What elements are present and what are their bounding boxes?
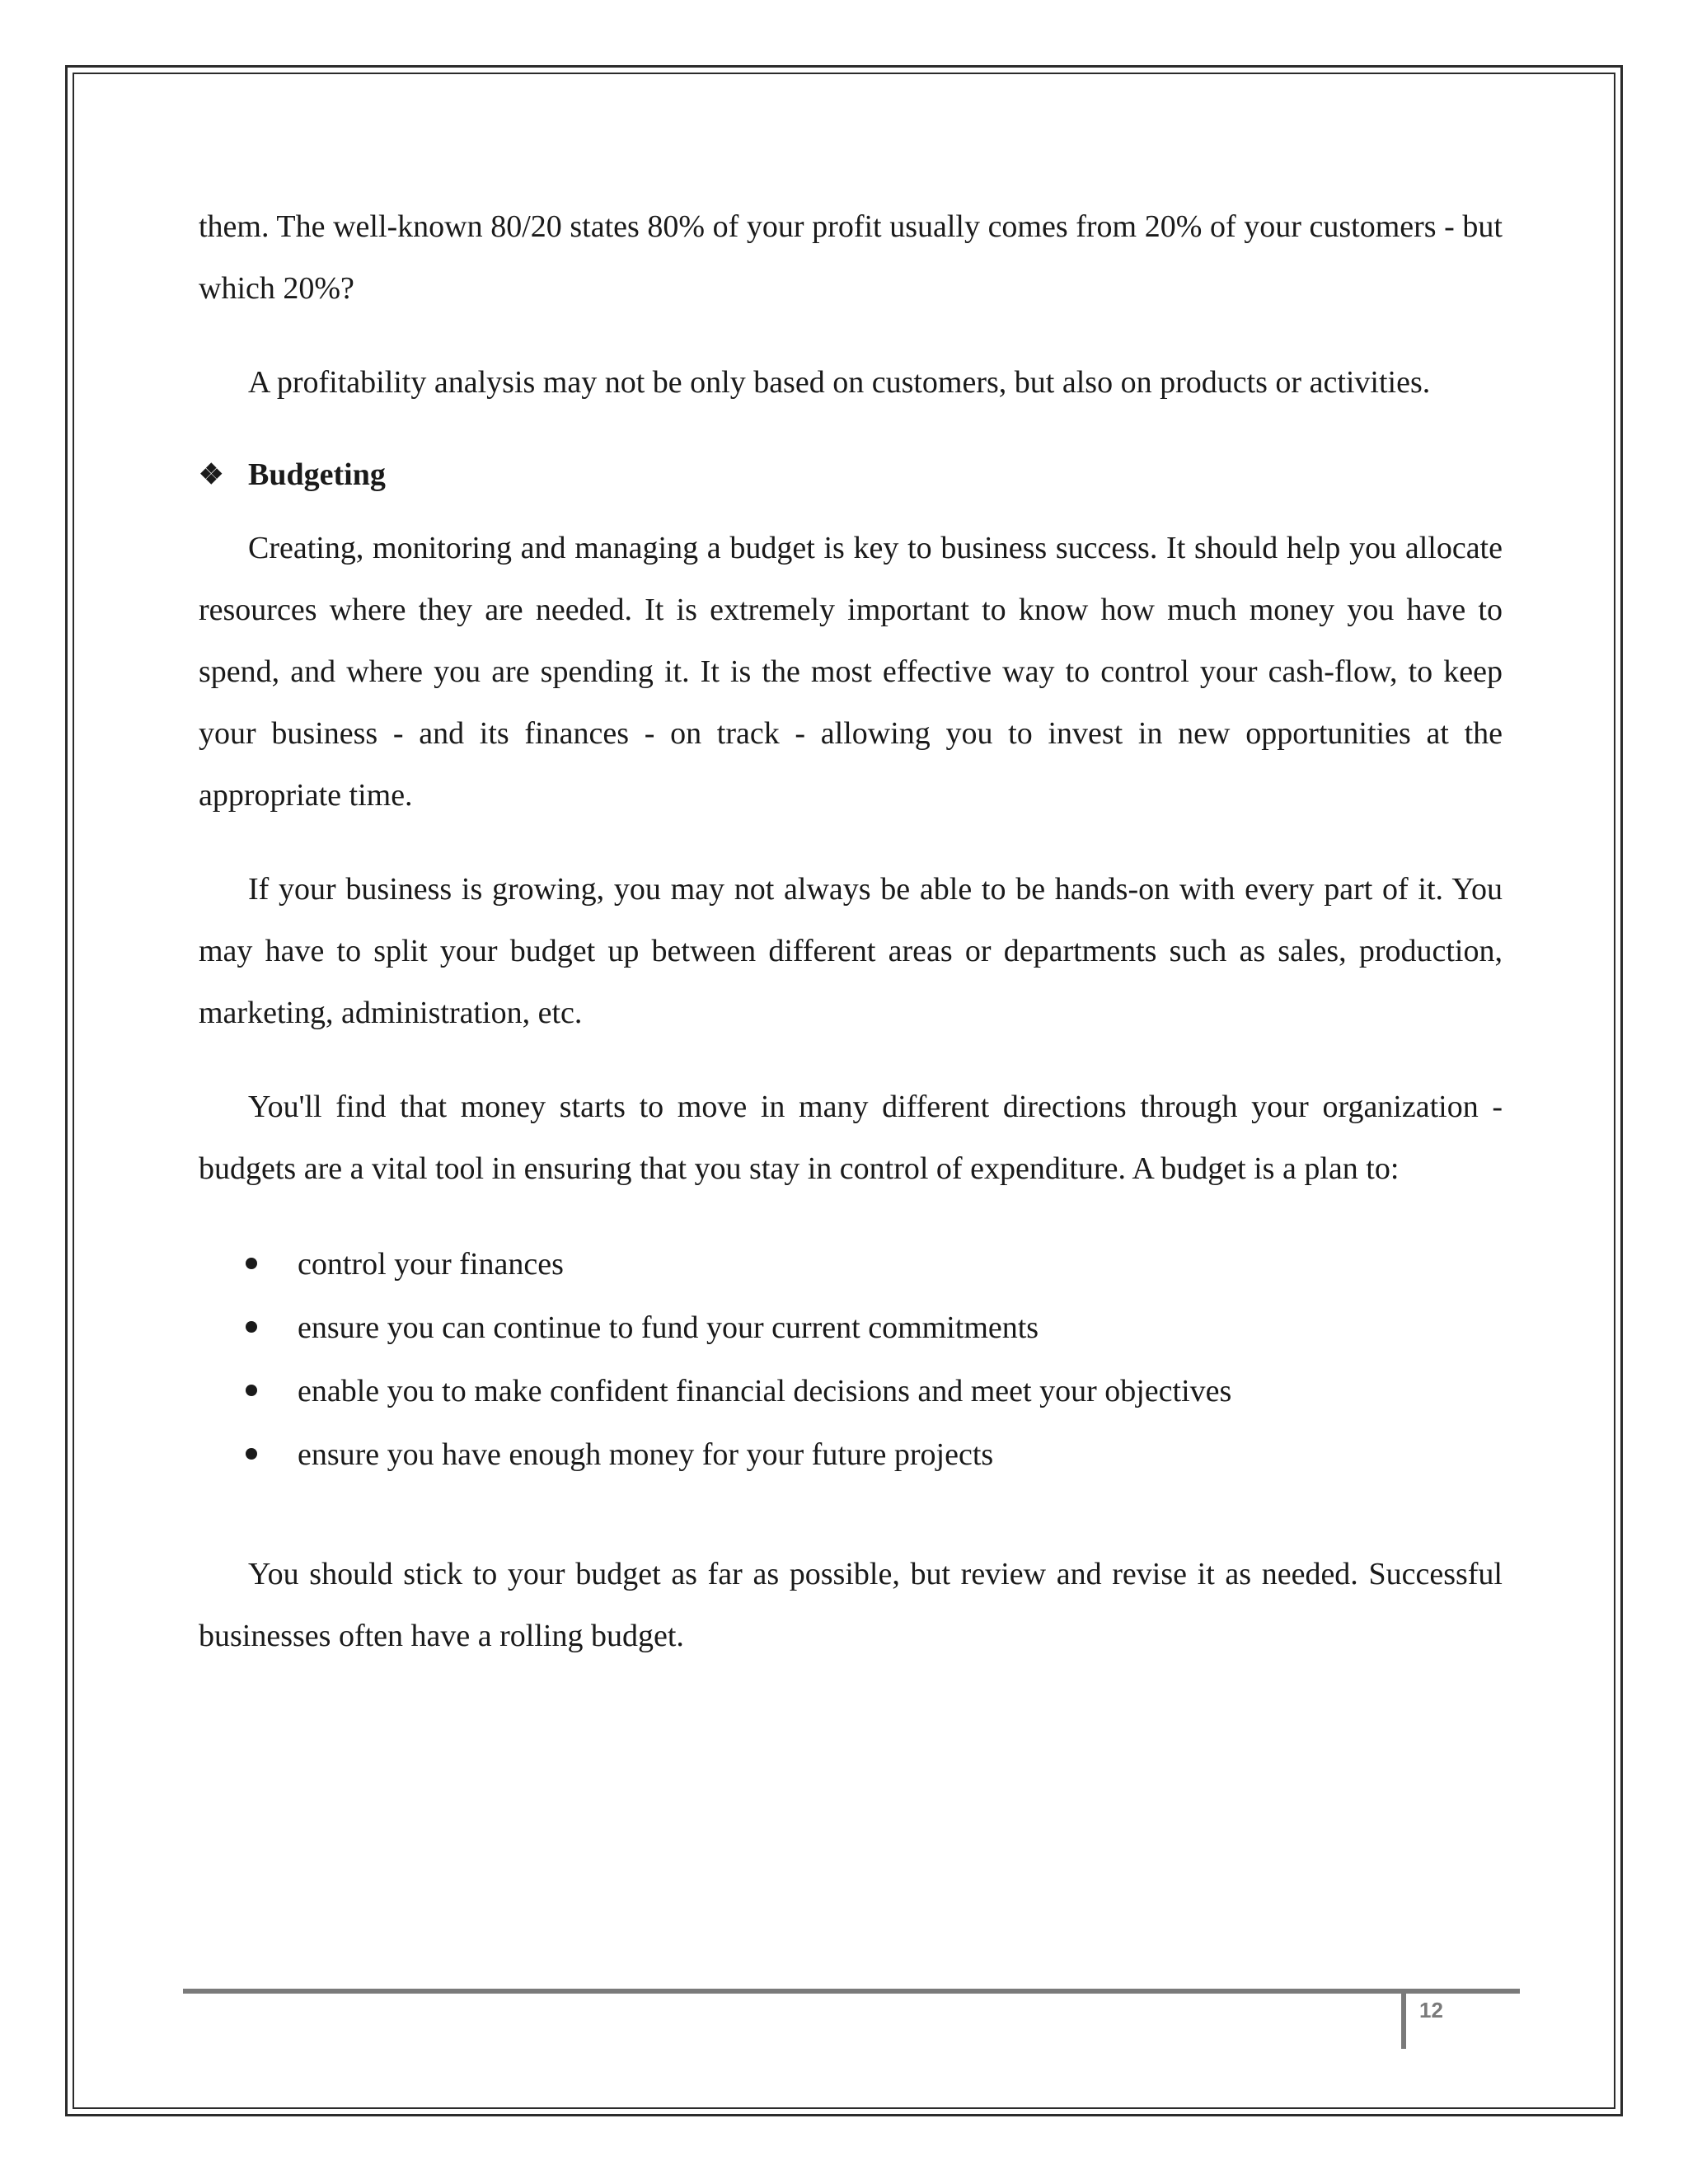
paragraph-budget-intro: Creating, monitoring and managing a budget is key to business success. It should help you allocate resources where they are needed. It is extremely important to know how much money you have to spend, and where you are spending it. It is the most effective way to control your cash-flow, to keep your business - and its finances - on track - allowing you to invest in new opportunities at the appropriate time.	[199, 531, 1503, 813]
page-number: 12	[1419, 1998, 1443, 2022]
footer-tick	[1401, 1989, 1406, 2049]
bullet-dot-icon	[246, 1385, 257, 1396]
paragraph-money-moves: You'll find that money starts to move in many different directions through your organization - budgets are a vital tool in ensuring that you stay in control of expenditure. A budget is a plan to:	[199, 1090, 1503, 1186]
page-content	[199, 196, 1503, 1667]
list-item: ensure you can continue to fund your current commitments	[199, 1296, 1503, 1360]
paragraph-business-growing: If your business is growing, you may not always be able to be hands-on with every part of it. You may have to split your budget up between different areas or departments such as sales, production, marketing, administration, etc.	[199, 872, 1503, 1030]
bullet-dot-icon	[246, 1258, 257, 1269]
list-item: enable you to make confident financial decisions and meet your objectives	[199, 1360, 1503, 1423]
list-item: control your finances	[199, 1233, 1503, 1296]
paragraph-closing: You should stick to your budget as far as possible, but review and revise it as needed. Successful businesses often have a rolling budget.	[199, 1557, 1503, 1653]
bullet-dot-icon	[246, 1448, 257, 1460]
bullet-dot-icon	[246, 1321, 257, 1333]
diamond-bullet-icon: ❖	[199, 460, 224, 490]
footer-rule	[183, 1989, 1520, 1994]
budget-plan-list	[199, 1233, 1503, 1487]
paragraph-profitability: A profitability analysis may not be only based on customers, but also on products or activities.	[248, 365, 1431, 400]
paragraph-continuation: them. The well-known 80/20 states 80% of your profit usually comes from 20% of your customers - but which 20%?	[199, 209, 1503, 306]
section-heading-text: Budgeting	[248, 457, 386, 492]
section-heading-budgeting	[199, 444, 1503, 506]
list-item: ensure you have enough money for your future projects	[199, 1423, 1503, 1487]
